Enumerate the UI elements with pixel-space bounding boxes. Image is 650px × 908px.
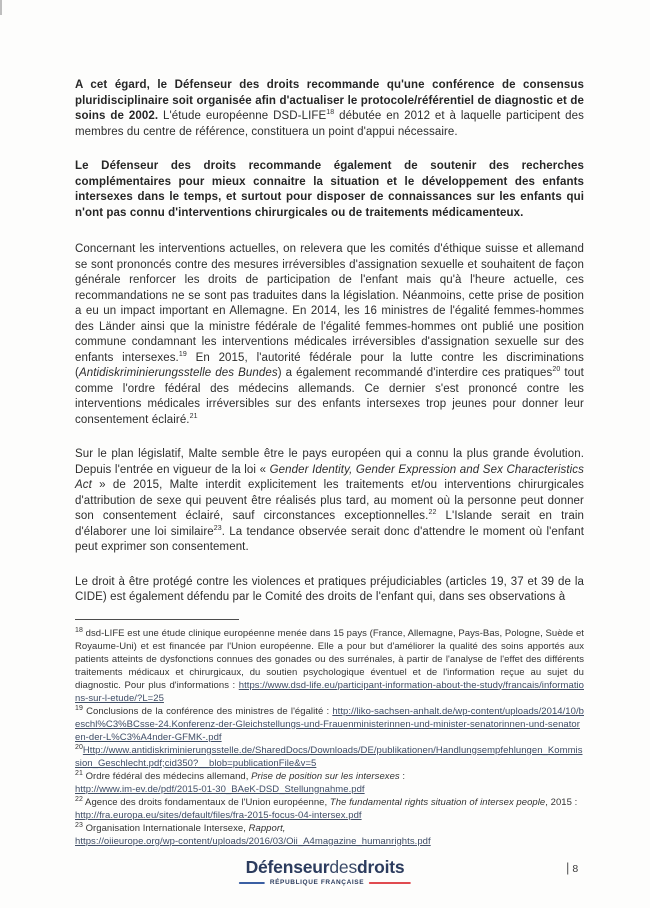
logo-word-defenseur: Défenseur — [245, 857, 330, 877]
footnote-ref: 20 — [552, 366, 561, 374]
text-run: Gender Identity, Gender Expression and Sex Characteristics Act — [75, 463, 584, 491]
text-run: Rapport, — [248, 822, 286, 834]
footnote-ref: 19 — [178, 350, 187, 358]
page-number-value: 8 — [572, 863, 579, 875]
text-run: dsd-LIFE est une étude clinique européenne menée dans 15 pays (France, Allemagne, Pays-Bas, Pologne, Suède et Royaume-Uni) et est financée par l'Union européenne. Elle a pour but d'améliorer la qualité des soins apportés aux patients atteints de dysfonctions connues des gonades ou des surrénales, à partir de l'analyse de l'effet des différents traitements médicaux et chirurgicaux, du soutien psychologique éventuel et de l'information reçue au sujet du diagnostic. Pour plus d'informations : — [75, 627, 584, 691]
text-run: En 2015, l'autorité fédérale pour la lutte contre les discriminations ( — [75, 351, 584, 379]
logo-wordmark — [239, 857, 411, 878]
logo-red-line — [369, 882, 411, 884]
logo-subtitle-row — [239, 879, 411, 886]
page-content — [75, 0, 584, 848]
text-run: Le Défenseur des droits recommande également de soutenir des recherches complémentaires pour mieux connaitre la situation et le développement des enfants intersexes dans le temps, et surtout pour disposer de connaissances sur les enfants qui n'ont pas connu d'interventions chirurgicales ou de traitements médicamenteux. — [75, 160, 584, 219]
footnote-separator-rule — [75, 619, 239, 620]
footnote-23 — [75, 822, 584, 848]
paragraph-interventions-actuelles — [75, 242, 584, 428]
footnote-22 — [75, 796, 584, 822]
paragraph-droit-protege — [75, 575, 584, 606]
hyperlink[interactable]: https://oiieurope.org/wp-content/uploads/2016/03/Oii_A4magazine_humanrights.pdf — [75, 835, 431, 847]
text-run: L'Islande serait en train d'élaborer une loi similaire — [75, 510, 584, 538]
text-run: ) a également recommandé d'interdire ces pratiques — [277, 367, 553, 379]
text-run: Le droit à être protégé contre les violences et pratiques préjudiciables (articles 19, 37 et 39 de la CIDE) est également défendu par le Comité des droits de l'enfant qui, dans ses observations à — [75, 575, 584, 603]
footnote-18 — [75, 627, 584, 705]
text-run: A cet égard, le Défenseur des droits recommande qu'une conférence de consensus pluridisciplinaire soit organisée afin d'actualiser le protocole/référentiel de diagnostic et de soins de 2002. — [75, 79, 584, 122]
text-run: Organisation Internationale Intersexe, — [82, 822, 249, 834]
text-run: Concernant les interventions actuelles, on relevera que les comités d'éthique suisse et allemand se sont prononcés contre des mesures irréversibles d'assignation sexuelle et souhaitent de façon générale renforcer les droits de participation de l'enfant mais qu'à l'heure actuelle, ces recommandations ne se sont pas traduites dans la législation. Néanmoins, cette prise de position a eu un impact important en Allemagne. En 2014, les 16 ministres de l'égalité femmes-hommes des Länder ainsi que la ministre fédérale de l'égalité femmes-hommes ont publié une position commune condamnant les interventions médicales irréversibles d'assignation sexuelle sur des enfants intersexes. — [75, 243, 584, 364]
paragraph-recommendation-conference — [75, 78, 584, 140]
footnote-ref: 23 — [213, 524, 222, 532]
footnote-ref: 22 — [75, 795, 83, 803]
text-run: Conclusions de la conférence des ministres de l'égalité : — [82, 705, 333, 717]
footnote-ref: 18 — [75, 626, 83, 634]
footnote-ref: 21 — [189, 412, 198, 420]
footnote-ref: 21 — [75, 769, 83, 777]
text-run: Ordre fédéral des médecins allemand, — [82, 770, 252, 782]
text-run: Prise de position sur les intersexes — [251, 770, 400, 782]
page-number-bar: | — [566, 860, 570, 875]
text-run: » de 2015, Malte interdit explicitement les traitements et/ou interventions chirurgicales d'attribution de sexe qui peuvent être réalisés plus tard, au moment où la personne peut donner son consentement éclairé, sauf circonstances exceptionnelles. — [75, 479, 584, 522]
logo-blue-line — [239, 882, 265, 884]
hyperlink[interactable]: http://fra.europa.eu/sites/default/files/fra-2015-focus-04-intersex.pdf — [75, 809, 362, 821]
text-run: Sur le plan législatif, Malte semble être le pays européen qui a connu la plus grande évolution. Depuis l'entrée en vigueur de la loi « — [75, 448, 584, 476]
text-run: . La tendance observée serait donc d'attendre le moment où l'enfant peut exprimer son consentement. — [75, 525, 584, 553]
footnote-ref: 18 — [326, 109, 335, 117]
defenseur-des-droits-logo — [239, 857, 411, 886]
page-number — [566, 860, 578, 875]
footnote-19 — [75, 705, 584, 744]
hyperlink[interactable]: https://www.dsd-life.eu/participant-information-about-the-study/francais/informations-sur-l-etude/?L=25 — [75, 679, 584, 704]
text-run: débutée en 2012 et à laquelle participent des membres du centre de référence, constituera un point d'appui nécessaire. — [75, 110, 584, 138]
hyperlink[interactable]: http://www.im-ev.de/pdf/2015-01-30_BAeK-DSD_Stellungnahme.pdf — [75, 783, 365, 795]
footnote-ref: 23 — [75, 821, 83, 829]
text-run: The fundamental rights situation of intersex people — [329, 796, 546, 808]
text-run: L'étude européenne DSD-LIFE — [162, 110, 327, 122]
text-run: Agence des droits fondamentaux de l'Union européenne, — [82, 796, 330, 808]
text-run: Antidiskriminierungsstelle des Bundes — [78, 367, 278, 379]
paragraph-malte-legislatif — [75, 447, 584, 556]
paragraph-recommendation-recherches — [75, 159, 584, 221]
footnote-20 — [75, 744, 584, 770]
logo-word-des: des — [329, 857, 357, 877]
text-run: tout comme l'ordre fédéral des médecins allemands. Ce dernier s'est prononcé contre les interventions médicales irréversibles sur des enfants intersexes trop jeunes pour donner leur consentement éclairé. — [75, 367, 584, 426]
scan-artifact — [0, 0, 2, 15]
logo-word-droits: droits — [357, 857, 405, 877]
hyperlink[interactable]: http://liko-sachsen-anhalt.de/wp-content/uploads/2014/10/beschl%C3%BCsse-24.Konferenz-der-Gleichstellungs-und-Frauenministerinnen-und-minister-senatorinnen-und-senatoren-der-L%C3%A4nder-GFMK-.pdf — [75, 705, 584, 743]
footnote-ref: 20 — [75, 743, 83, 751]
logo-subtitle: RÉPUBLIQUE FRANÇAISE — [269, 879, 365, 886]
text-run: : — [399, 770, 406, 782]
footnote-ref: 22 — [428, 509, 437, 517]
text-run: , 2015 : — [545, 796, 578, 808]
footnote-21 — [75, 770, 584, 796]
hyperlink[interactable]: Http://www.antidiskriminierungsstelle.de/SharedDocs/Downloads/DE/publikationen/Handlungsempfehlungen_Kommission_Geschlecht.pdf;cid350?__blob=publicationFile&v=5 — [75, 744, 583, 769]
footnote-ref: 19 — [75, 704, 83, 712]
